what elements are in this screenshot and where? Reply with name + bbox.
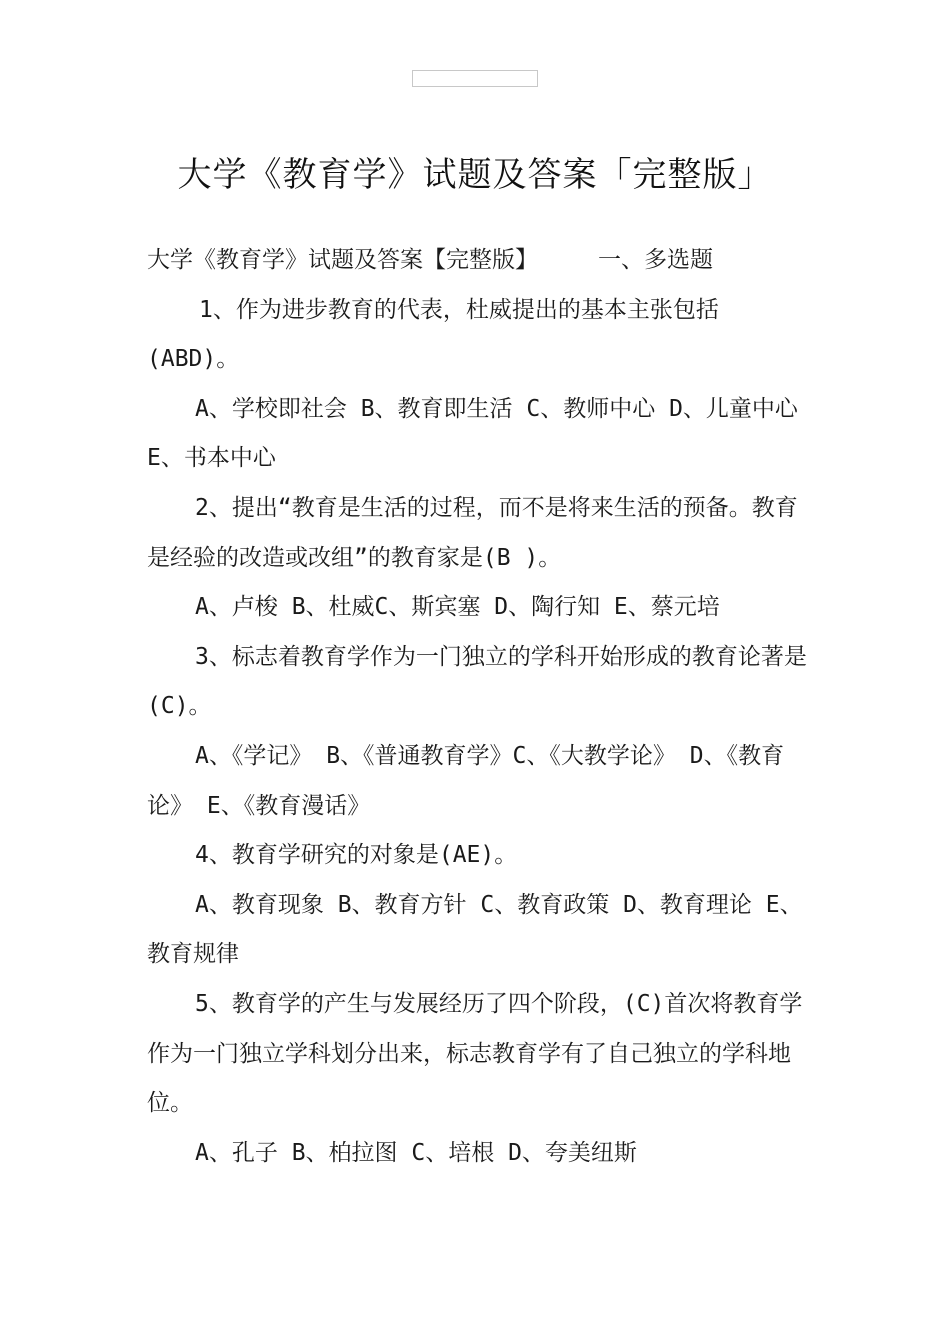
question-4-stem: 4、教育学研究的对象是(AE)。 [195,842,518,869]
intro-line [147,236,807,286]
question-3-stem: 3、标志着教育学作为一门独立的学科开始形成的教育论著是(C)。 [147,643,807,720]
question-4-options: A、教育现象 B、教育方针 C、教育政策 D、教育理论 E、教育规律 [147,891,803,968]
question-5-options: A、孔子 B、柏拉图 C、培根 D、夸美纽斯 [195,1139,637,1166]
question-1-options: A、学校即社会 B、教育即生活 C、教师中心 D、儿童中心 E、书本中心 [147,395,798,472]
doc-name: 大学《教育学》试题及答案【完整版】 [147,247,538,273]
section-heading: 一、多选题 [598,247,713,273]
question-2-stem: 2、提出“教育是生活的过程，而不是将来生活的预备。教育是经验的改造或改组”的教育家是(B )。 [147,494,798,571]
header-box [412,70,538,87]
question-3-options: A、《学记》 B、《普通教育学》C、《大教学论》 D、《教育论》 E、《教育漫话》 [147,742,785,819]
question-2-options: A、卢梭 B、杜威C、斯宾塞 D、陶行知 E、蔡元培 [195,594,720,621]
page-title: 大学《教育学》试题及答案「完整版」 [177,155,773,195]
document-body [147,236,807,1178]
question-1-stem: 1、作为进步教育的代表，杜威提出的基本主张包括(ABD)。 [147,296,719,373]
question-5-stem: 5、教育学的产生与发展经历了四个阶段，(C)首次将教育学作为一门独立学科划分出来，标志教育学有了自己独立的学科地位。 [147,990,803,1117]
